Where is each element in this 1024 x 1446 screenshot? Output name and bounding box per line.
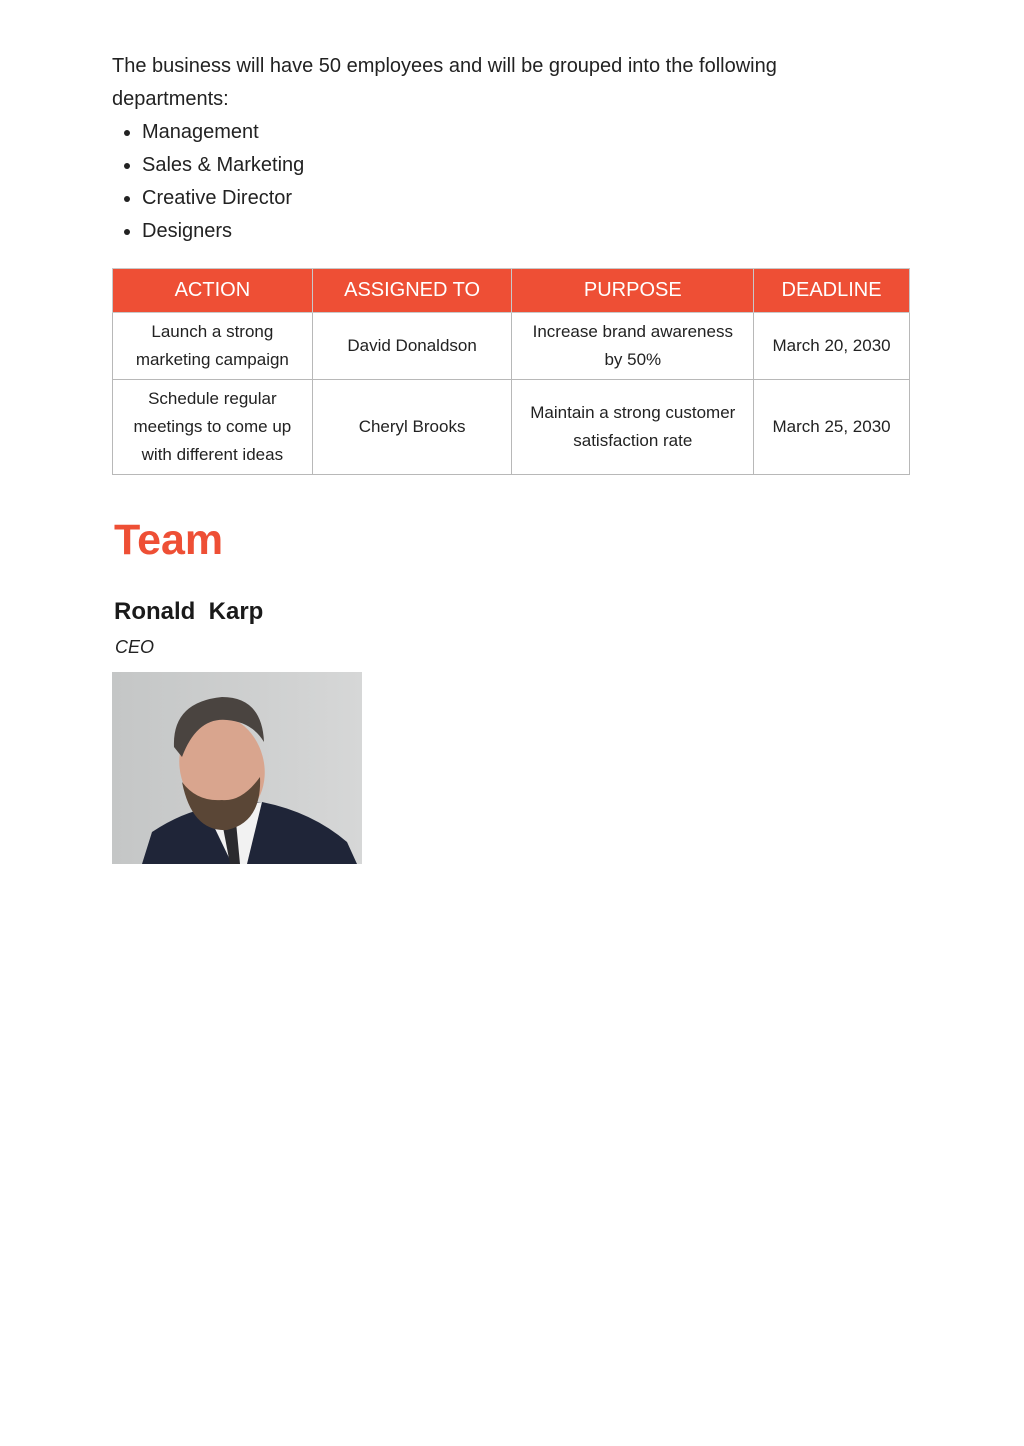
table-row — [113, 313, 910, 380]
list-item: • Creative Director — [142, 182, 304, 215]
action-plan-table — [112, 268, 910, 475]
table-row — [113, 380, 910, 475]
cell-purpose: Maintain a strong customer satisfaction rate — [512, 380, 754, 475]
list-item: • Sales & Marketing — [142, 149, 304, 182]
intro-paragraph: The business will have 50 employees and will be grouped into the following departments: — [112, 55, 777, 110]
list-item: • Designers — [142, 215, 304, 248]
cell-assigned-to: Cheryl Brooks — [312, 380, 512, 475]
member-name: Ronald Karp — [114, 598, 264, 625]
departments-list — [112, 116, 304, 248]
member-photo — [112, 672, 362, 864]
team-heading: Team — [114, 516, 224, 564]
header-purpose: PURPOSE — [512, 269, 754, 313]
cell-action: Launch a strong marketing campaign — [113, 313, 313, 380]
member-role: CEO — [115, 637, 155, 657]
list-item: • Management — [142, 116, 304, 149]
header-deadline: DEADLINE — [754, 269, 910, 313]
cell-assigned-to: David Donaldson — [312, 313, 512, 380]
cell-deadline: March 20, 2030 — [754, 313, 910, 380]
cell-deadline: March 25, 2030 — [754, 380, 910, 475]
table-header-row — [113, 269, 910, 313]
header-assigned-to: ASSIGNED TO — [312, 269, 512, 313]
header-action: ACTION — [113, 269, 313, 313]
cell-purpose: Increase brand awareness by 50% — [512, 313, 754, 380]
cell-action: Schedule regular meetings to come up with different ideas — [113, 380, 313, 475]
